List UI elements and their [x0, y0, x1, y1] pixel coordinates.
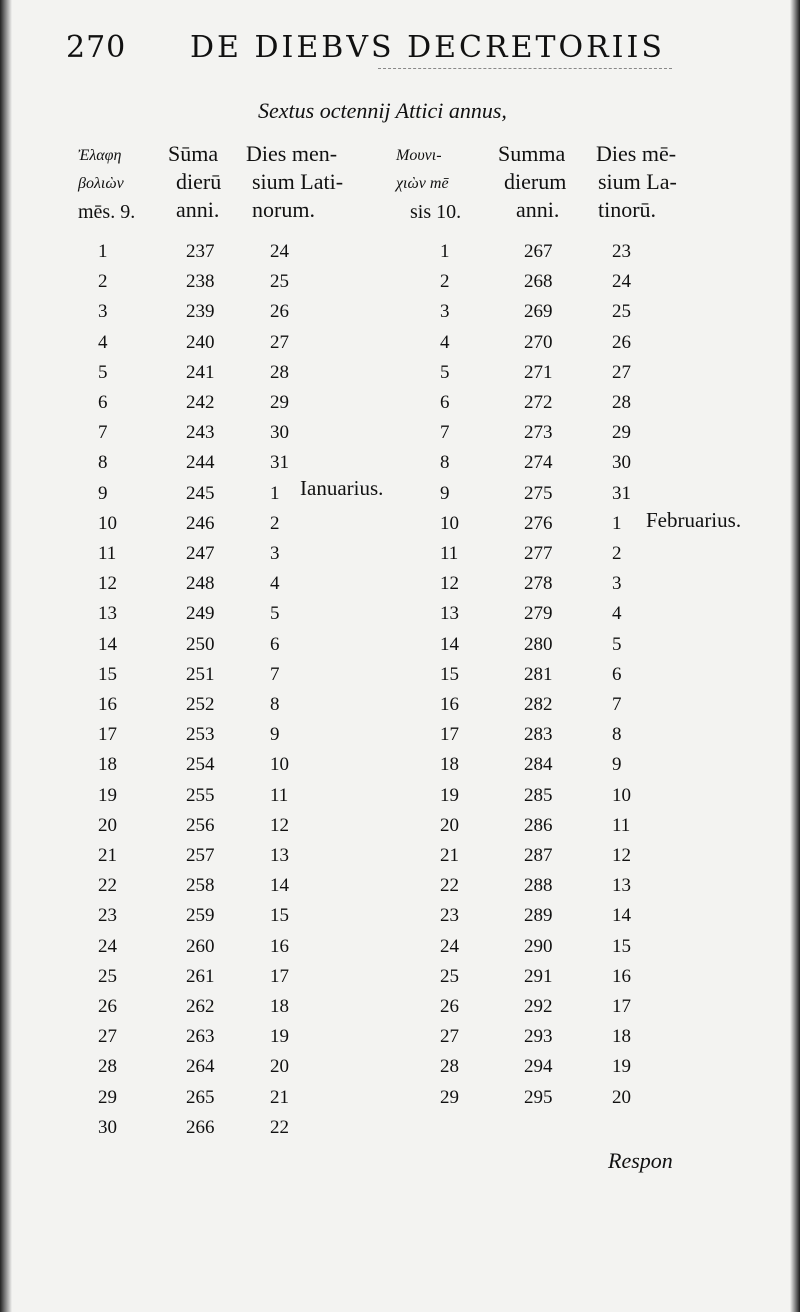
right-cell-year-sum: 276	[524, 512, 553, 534]
month-label-january: Ianuarius.	[300, 476, 384, 500]
left-cell-day-number: 6	[98, 392, 108, 413]
right-cell-latin-day: 11	[612, 814, 631, 836]
right-col3-header: Dies mē- sium La- tinorū.	[596, 141, 677, 222]
left-col1-header: Ἐλαφη βολιὼν mēs. 9.	[78, 147, 136, 223]
right-cell-day-number: 10	[440, 512, 459, 534]
right-cell-year-sum: 282	[524, 694, 553, 715]
left-cell-year-sum: 259	[186, 905, 215, 927]
right-cell-latin-day: 12	[612, 845, 631, 866]
left-cell-day-number: 22	[98, 875, 117, 897]
left-cell-day-number: 3	[98, 301, 108, 323]
left-cell-day-number: 23	[98, 905, 117, 927]
left-cell-year-sum: 257	[186, 845, 215, 866]
right-cell-day-number: 22	[440, 875, 459, 897]
right-cell-year-sum: 289	[524, 905, 553, 927]
left-cell-day-number: 28	[98, 1056, 117, 1078]
right-cell-year-sum: 270	[524, 331, 553, 353]
right-cell-latin-day: 20	[612, 1086, 631, 1108]
right-cell-year-sum: 275	[524, 482, 553, 504]
left-cell-day-number: 20	[98, 814, 117, 836]
right-cell-latin-day: 27	[612, 361, 631, 383]
left-cell-year-sum: 253	[186, 724, 215, 746]
left-cell-latin-day: 30	[270, 422, 289, 444]
catchword: Respon	[608, 1148, 673, 1173]
left-cell-day-number: 12	[98, 573, 117, 595]
right-cell-latin-day: 9	[612, 754, 622, 776]
left-cell-year-sum: 265	[186, 1086, 215, 1108]
right-cell-latin-day: 13	[612, 875, 631, 897]
left-cell-latin-day: 16	[270, 935, 289, 957]
right-cell-year-sum: 285	[524, 784, 553, 806]
left-cell-day-number: 15	[98, 663, 117, 685]
left-cell-latin-day: 29	[270, 392, 289, 413]
left-col3-header: Dies men- sium Lati- norum.	[246, 141, 344, 222]
right-cell-latin-day: 25	[612, 301, 631, 323]
right-cell-year-sum: 288	[524, 875, 553, 897]
left-cell-latin-day: 8	[270, 694, 280, 715]
left-cell-day-number: 5	[98, 361, 108, 383]
left-cell-year-sum: 251	[186, 663, 215, 685]
left-cell-latin-day: 27	[270, 331, 289, 353]
right-cell-day-number: 11	[440, 543, 459, 564]
header-rule	[378, 68, 672, 69]
left-cell-day-number: 21	[98, 845, 117, 866]
left-cell-latin-day: 3	[270, 543, 280, 564]
left-cell-latin-day: 12	[270, 814, 289, 836]
right-cell-day-number: 8	[440, 452, 450, 474]
right-cell-latin-day: 26	[612, 331, 631, 353]
right-cell-latin-day: 29	[612, 422, 631, 444]
left-cell-latin-day: 22	[270, 1116, 289, 1138]
right-cell-latin-day: 1	[612, 512, 622, 534]
left-cell-latin-day: 5	[270, 603, 280, 625]
right-cell-day-number: 25	[440, 965, 459, 987]
right-cell-day-number: 13	[440, 603, 459, 625]
right-cell-year-sum: 286	[524, 814, 553, 836]
right-cell-day-number: 15	[440, 663, 459, 685]
right-cell-latin-day: 15	[612, 935, 631, 957]
left-cell-year-sum: 237	[186, 241, 215, 262]
right-cell-day-number: 5	[440, 361, 450, 383]
left-cell-latin-day: 10	[270, 754, 289, 776]
left-cell-day-number: 2	[98, 271, 108, 293]
left-cell-day-number: 29	[98, 1086, 117, 1108]
right-col1-header: Μουνι- χιὼν mē sis 10.	[396, 147, 462, 223]
month-label-february: Februarius.	[646, 508, 742, 532]
right-cell-latin-day: 7	[612, 694, 622, 715]
right-cell-year-sum: 280	[524, 633, 553, 655]
left-cell-year-sum: 239	[186, 301, 215, 323]
right-cell-latin-day: 30	[612, 452, 631, 474]
right-cell-day-number: 26	[440, 996, 459, 1017]
left-cell-day-number: 9	[98, 482, 108, 504]
right-cell-year-sum: 267	[524, 241, 553, 262]
right-cell-day-number: 28	[440, 1056, 459, 1078]
left-cell-day-number: 7	[98, 422, 108, 444]
right-cell-latin-day: 8	[612, 724, 622, 746]
left-cell-latin-day: 17	[270, 965, 289, 987]
right-cell-year-sum: 279	[524, 603, 553, 625]
left-cell-day-number: 13	[98, 603, 117, 625]
left-cell-year-sum: 248	[186, 573, 215, 595]
right-cell-year-sum: 287	[524, 845, 553, 866]
left-cell-year-sum: 260	[186, 935, 215, 957]
right-cell-latin-day: 2	[612, 543, 622, 564]
left-cell-year-sum: 238	[186, 271, 215, 293]
left-cell-day-number: 17	[98, 724, 117, 746]
right-cell-day-number: 29	[440, 1086, 459, 1108]
left-cell-day-number: 26	[98, 996, 117, 1017]
left-cell-year-sum: 256	[186, 814, 215, 836]
left-cell-year-sum: 244	[186, 452, 215, 474]
left-cell-year-sum: 266	[186, 1116, 215, 1138]
right-cell-latin-day: 24	[612, 271, 631, 293]
right-cell-year-sum: 274	[524, 452, 553, 474]
left-cell-latin-day: 25	[270, 271, 289, 293]
right-cell-year-sum: 271	[524, 361, 553, 383]
right-cell-day-number: 18	[440, 754, 459, 776]
left-cell-latin-day: 31	[270, 452, 289, 474]
right-cell-day-number: 27	[440, 1026, 459, 1048]
left-cell-latin-day: 24	[270, 241, 289, 262]
left-cell-latin-day: 1	[270, 482, 280, 504]
left-cell-day-number: 27	[98, 1026, 117, 1048]
left-cell-day-number: 16	[98, 694, 117, 715]
left-cell-year-sum: 255	[186, 784, 215, 806]
right-cell-latin-day: 16	[612, 965, 631, 987]
right-cell-year-sum: 284	[524, 754, 553, 776]
right-cell-latin-day: 17	[612, 996, 631, 1017]
left-cell-day-number: 10	[98, 512, 117, 534]
left-cell-year-sum: 240	[186, 331, 215, 353]
left-cell-year-sum: 254	[186, 754, 215, 776]
right-cell-latin-day: 14	[612, 905, 631, 927]
left-cell-year-sum: 245	[186, 482, 215, 504]
right-cell-year-sum: 291	[524, 965, 553, 987]
right-cell-day-number: 16	[440, 694, 459, 715]
right-cell-day-number: 9	[440, 482, 450, 504]
left-cell-latin-day: 4	[270, 573, 280, 595]
left-cell-latin-day: 13	[270, 845, 289, 866]
left-cell-day-number: 25	[98, 965, 117, 987]
left-cell-day-number: 19	[98, 784, 117, 806]
right-cell-day-number: 12	[440, 573, 459, 595]
left-cell-latin-day: 9	[270, 724, 280, 746]
left-cell-latin-day: 20	[270, 1056, 289, 1078]
left-cell-year-sum: 247	[186, 543, 215, 564]
left-cell-latin-day: 7	[270, 663, 280, 685]
left-cell-day-number: 30	[98, 1116, 117, 1138]
left-cell-year-sum: 250	[186, 633, 215, 655]
left-cell-latin-day: 14	[270, 875, 289, 897]
left-cell-year-sum: 249	[186, 603, 215, 625]
right-cell-day-number: 20	[440, 814, 459, 836]
right-cell-year-sum: 293	[524, 1026, 553, 1048]
right-cell-day-number: 6	[440, 392, 450, 413]
right-col2-header: Summa dierum anni.	[498, 141, 567, 222]
right-cell-latin-day: 28	[612, 392, 631, 413]
right-cell-day-number: 7	[440, 422, 450, 444]
right-cell-year-sum: 295	[524, 1086, 553, 1108]
right-cell-day-number: 3	[440, 301, 450, 323]
running-title: DE DIEBVS DECRETORIIS	[190, 30, 665, 65]
left-cell-latin-day: 28	[270, 361, 289, 383]
left-cell-year-sum: 252	[186, 694, 215, 715]
right-cell-day-number: 17	[440, 724, 459, 746]
left-cell-latin-day: 21	[270, 1086, 289, 1108]
right-cell-day-number: 4	[440, 331, 450, 353]
left-cell-day-number: 4	[98, 331, 108, 353]
left-cell-year-sum: 241	[186, 361, 215, 383]
right-cell-year-sum: 283	[524, 724, 553, 746]
right-cell-year-sum: 294	[524, 1056, 553, 1078]
left-cell-latin-day: 2	[270, 512, 280, 534]
page-number: 270	[66, 30, 127, 65]
left-cell-year-sum: 246	[186, 512, 215, 534]
right-cell-year-sum: 277	[524, 543, 553, 564]
left-cell-latin-day: 11	[270, 784, 289, 806]
right-cell-day-number: 21	[440, 845, 459, 866]
left-cell-day-number: 24	[98, 935, 117, 957]
left-cell-year-sum: 243	[186, 422, 215, 444]
left-cell-day-number: 8	[98, 452, 108, 474]
left-cell-year-sum: 242	[186, 392, 215, 413]
left-cell-day-number: 1	[98, 241, 108, 262]
right-cell-latin-day: 31	[612, 482, 631, 504]
left-cell-year-sum: 261	[186, 965, 215, 987]
left-cell-year-sum: 263	[186, 1026, 215, 1048]
left-cell-year-sum: 264	[186, 1056, 215, 1078]
right-cell-day-number: 19	[440, 784, 459, 806]
left-cell-latin-day: 6	[270, 633, 280, 655]
right-cell-latin-day: 5	[612, 633, 622, 655]
right-cell-latin-day: 6	[612, 663, 622, 685]
right-cell-year-sum: 278	[524, 573, 553, 595]
left-cell-latin-day: 19	[270, 1026, 289, 1048]
right-cell-latin-day: 10	[612, 784, 631, 806]
right-cell-year-sum: 290	[524, 935, 553, 957]
left-cell-day-number: 18	[98, 754, 117, 776]
right-cell-year-sum: 273	[524, 422, 553, 444]
right-cell-day-number: 2	[440, 271, 450, 293]
right-cell-day-number: 14	[440, 633, 459, 655]
left-cell-day-number: 11	[98, 543, 117, 564]
right-cell-latin-day: 23	[612, 241, 631, 262]
right-cell-year-sum: 292	[524, 996, 553, 1017]
table-subtitle: Sextus octennij Attici annus,	[258, 98, 507, 123]
left-cell-year-sum: 262	[186, 996, 215, 1017]
right-cell-latin-day: 18	[612, 1026, 631, 1048]
right-cell-latin-day: 19	[612, 1056, 631, 1078]
right-cell-year-sum: 281	[524, 663, 553, 685]
right-cell-latin-day: 4	[612, 603, 622, 625]
right-cell-day-number: 1	[440, 241, 450, 262]
right-cell-year-sum: 269	[524, 301, 553, 323]
right-cell-day-number: 23	[440, 905, 459, 927]
right-cell-year-sum: 268	[524, 271, 553, 293]
left-cell-year-sum: 258	[186, 875, 215, 897]
left-cell-latin-day: 15	[270, 905, 289, 927]
left-col2-header: Sūma dierū anni.	[168, 141, 222, 222]
right-cell-latin-day: 3	[612, 573, 622, 595]
right-cell-day-number: 24	[440, 935, 459, 957]
left-cell-latin-day: 18	[270, 996, 289, 1017]
left-cell-latin-day: 26	[270, 301, 289, 323]
left-cell-day-number: 14	[98, 633, 117, 655]
right-cell-year-sum: 272	[524, 392, 553, 413]
